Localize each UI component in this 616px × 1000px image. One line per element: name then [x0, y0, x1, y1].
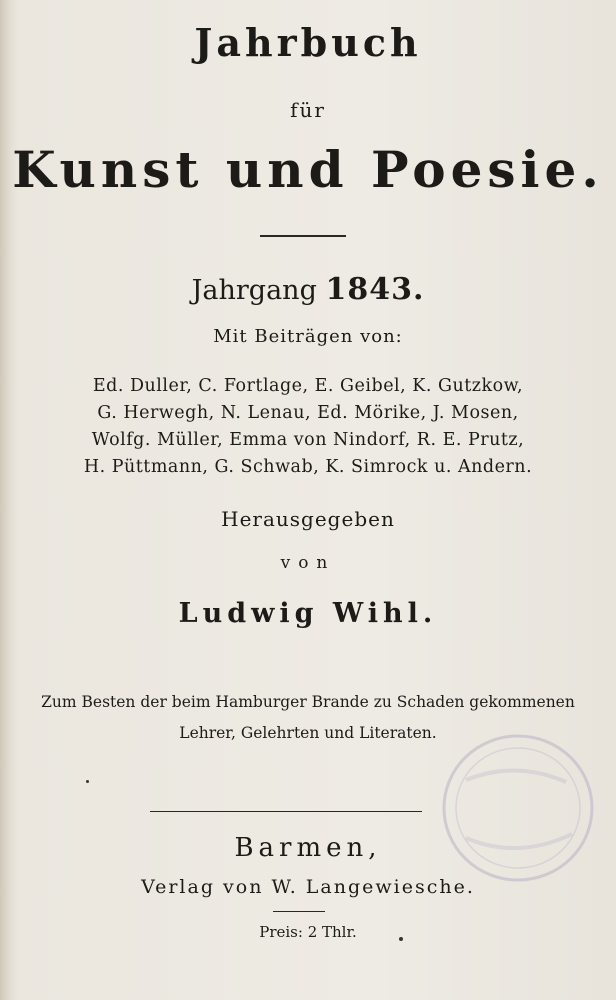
dedication-line: Lehrer, Gelehrten und Literaten. [179, 724, 437, 742]
paper-spot [86, 780, 89, 783]
editor-name: Ludwig Wihl. [178, 598, 438, 629]
library-stamp-icon [426, 720, 606, 900]
title-connector: für [290, 98, 326, 122]
contributors-line: H. Püttmann, G. Schwab, K. Simrock u. Andern. [83, 457, 533, 477]
contributors-line: G. Herwegh, N. Lenau, Ed. Mörike, J. Mosen, [97, 403, 519, 423]
title-divider [260, 235, 346, 237]
volume-line [0, 272, 616, 307]
volume-year: 1843. [325, 272, 425, 307]
contributors-intro: Mit Beiträgen von: [213, 326, 403, 347]
dedication-line: Zum Besten der beim Hamburger Brande zu Schaden gekommenen [41, 693, 575, 711]
price-divider [273, 911, 325, 912]
contributors-line: Wolfg. Müller, Emma von Nindorf, R. E. Prutz, [91, 430, 525, 450]
imprint-divider [150, 811, 422, 812]
place-of-publication: Barmen, [234, 833, 382, 863]
contributors-line: Ed. Duller, C. Fortlage, E. Geibel, K. Gutzkow, [92, 376, 524, 396]
book-title: Jahrbuch [194, 20, 422, 65]
paper-spot [399, 937, 403, 941]
by-label: von [280, 553, 336, 573]
publisher: Verlag von W. Langewiesche. [141, 876, 475, 898]
price: Preis: 2 Thlr. [259, 923, 357, 941]
main-title: Kunst und Poesie. [12, 140, 604, 199]
volume-label: Jahrgang [191, 275, 317, 306]
edited-label: Herausgegeben [221, 507, 395, 531]
